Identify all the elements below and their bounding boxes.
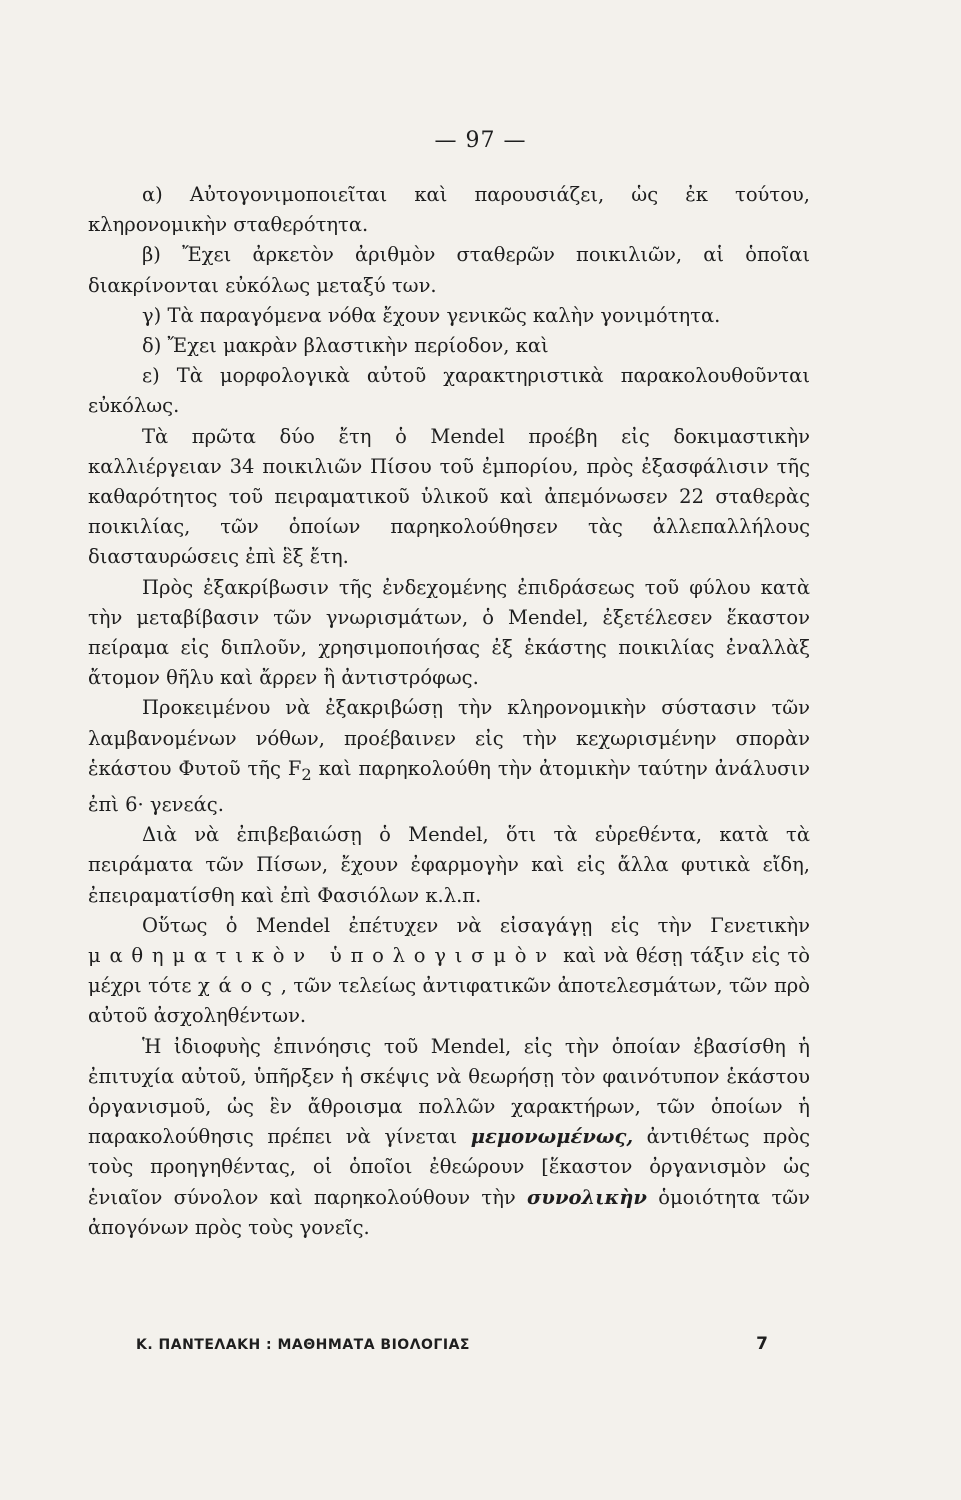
list-item: α) Αὐτογονιμοποιεῖται καὶ παρουσιάζει, ὡς ἐκ τούτου, κληρονομικὴν σταθερότητα. — [88, 183, 810, 237]
text-run: Οὕτως ὁ Mendel ἐπέτυχεν νὰ εἰσαγάγῃ εἰς τὴν Γενετικὴν — [142, 913, 810, 937]
list-item: δ) Ἔχει μακρὰν βλαστικὴν περίοδον, καὶ — [142, 334, 549, 358]
list-item: γ) Τὰ παραγόμενα νόθα ἔχουν γενικῶς καλὴν γονιμότητα. — [142, 303, 721, 327]
footer-title: Κ. ΠΑΝΤΕΛΑΚΗ : ΜΑΘΗΜΑΤΑ ΒΙΟΛΟΓΙΑΣ — [136, 1337, 470, 1353]
paragraph-sex-influence: Πρὸς ἐξακρίβωσιν τῆς ἐνδεχομένης ἐπιδράσεως τοῦ φύλου κατὰ τὴν μεταβίβασιν τῶν γνωρισμάτων, ὁ Mendel, ἐξετέλεσεν ἕκαστον πείραμα εἰς διπλοῦν, χρησιμοποιήσας ἐξ ἑκάστης ποικιλίας ἐναλλὰξ ἄτομον θῆλυ καὶ ἄρρεν ἢ ἀντιστρόφως. — [88, 575, 810, 690]
paragraph-mendel-insight — [88, 1032, 810, 1243]
text-run: καὶ παρηκολούθη τὴν ἀτομικὴν ταύτην ἀνάλυσιν ἐπὶ 6· γενεάς. — [88, 756, 810, 816]
list-item: β) Ἔχει ἀρκετὸν ἀριθμὸν σταθερῶν ποικιλιῶν, αἱ ὁποῖαι διακρίνονται εὐκόλως μεταξύ των. — [88, 243, 810, 297]
text-run: καὶ νὰ θέσῃ τάξιν εἰς τὸ μέχρι τότε — [88, 943, 811, 998]
paragraph-other-species: Διὰ νὰ ἐπιβεβαιώσῃ ὁ Mendel, ὅτι τὰ εὑρεθέντα, κατὰ τὰ πειράματα τῶν Πίσων, ἔχουν ἐφαρμογὴν καὶ εἰς ἄλλα φυτικὰ εἴδη, ἐπειραματίσθη καὶ ἐπὶ Φασιόλων κ.λ.π. — [88, 823, 810, 907]
list-item: ε) Τὰ μορφολογικὰ αὐτοῦ χαρακτηριστικὰ παρακολουθοῦνται εὐκόλως. — [88, 364, 810, 418]
bold-italic-emphasis: μεμονωμένως, — [470, 1125, 634, 1149]
page-number: — 97 — — [434, 128, 527, 153]
paragraph-trial-cultivation: Τὰ πρῶτα δύο ἔτη ὁ Mendel προέβη εἰς δοκιμαστικὴν καλλιέργειαν 34 ποικιλιῶν Πίσου τοῦ ἐμπορίου, πρὸς ἐξασφάλισιν τῆς καθαρότητος τοῦ πειραματικοῦ ὑλικοῦ καὶ ἀπεμόνωσεν 22 σταθερὰς ποικιλίας, τῶν ὁποίων παρηκολούθησεν τὰς ἀλλεπαλλήλους διασταυρώσεις ἐπὶ ἓξ ἔτη. — [88, 424, 810, 569]
text-run: ἀντιθέτως πρὸς τοὺς προηγηθέντας, οἱ ὁποῖοι ἐθεώρουν [ἕκαστον ὀργανισμὸν ὡς ἑνιαῖον σύνολον καὶ παρηκολούθουν τὴν — [88, 1125, 811, 1209]
text-run: , τῶν τελείως ἀντιφατικῶν ἀποτελεσμάτων, τῶν πρὸ αὐτοῦ ἀσχοληθέντων. — [88, 974, 810, 1028]
bold-italic-emphasis: συνολικὴν — [527, 1185, 647, 1209]
subscript: 2 — [301, 764, 312, 784]
page-body — [88, 180, 810, 1243]
text-run: ὁμοιότητα τῶν ἀπογόνων πρὸς τοὺς γονεῖς. — [88, 1185, 810, 1239]
text-run: Προκειμένου νὰ ἐξακριβώσῃ τὴν κληρονομικὴν σύστασιν τῶν λαμβανομένων νόθων, προέβαινεν εἰς τὴν κεχωρισμένην σπορὰν ἑκάστου Φυτοῦ τῆς F — [88, 696, 810, 780]
spaced-emphasis: μαθηματικὸν ὑπολογισμὸν — [88, 943, 556, 967]
spaced-emphasis: χάος — [197, 974, 281, 998]
footer-signature-number: 7 — [756, 1334, 768, 1354]
text-run: Ἡ ἰδιοφυὴς ἐπινόησις τοῦ Mendel, εἰς τὴν ὁποίαν ἐβασίσθη ἡ ἐπιτυχία αὐτοῦ, ὑπῆρξεν ἡ σκέψις νὰ θεωρήσῃ τὸν φαινότυπον ἑκάστου ὀργανισμοῦ, ὡς ἓν ἄθροισμα πολλῶν χαρακτήρων, τῶν ὁποίων ἡ παρακολούθησις πρέπει νὰ γίνεται — [88, 1034, 810, 1149]
paragraph-hybrid-analysis — [88, 693, 810, 820]
paragraph-mathematical-calculation — [88, 911, 810, 1032]
page-footer — [136, 1334, 768, 1354]
